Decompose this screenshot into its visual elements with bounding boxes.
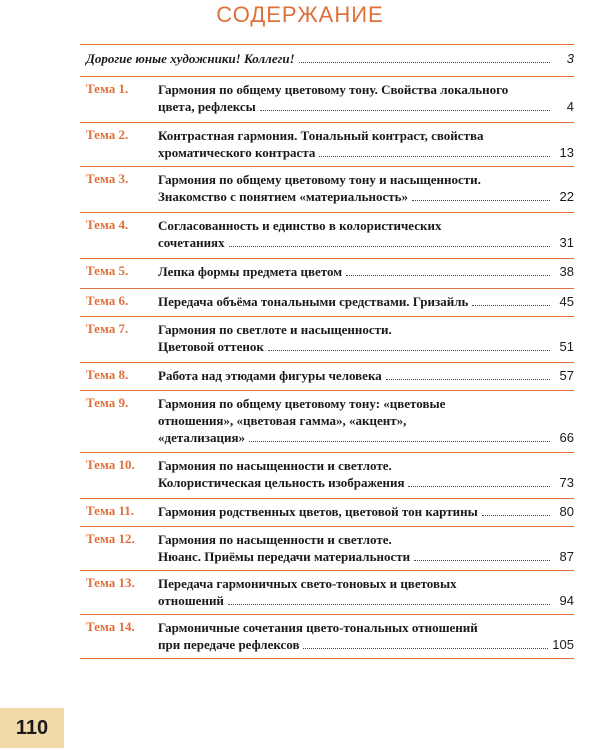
toc-page-number: 57	[559, 368, 574, 383]
toc-row	[80, 213, 574, 259]
toc-topic-label: Тема 12.	[86, 531, 135, 546]
toc-title-line: Гармония по насыщенности и светлоте.	[158, 532, 392, 547]
toc-topic-label: Тема 3.	[86, 171, 129, 186]
toc-row	[80, 289, 574, 317]
toc-row	[80, 391, 574, 453]
toc-page-number: 45	[559, 294, 574, 309]
toc-row	[80, 571, 574, 615]
toc-title-line: Колористическая цельность изображения	[158, 475, 405, 490]
toc-title-line: Цветовой оттенок	[158, 339, 264, 354]
leader-dots	[260, 109, 550, 111]
toc-row	[80, 123, 574, 167]
toc-row	[80, 317, 574, 363]
toc-title-line: Передача гармоничных свето-тоновых и цветовых	[158, 576, 457, 591]
toc-title-line: отношений	[158, 593, 224, 608]
toc-title-line: цвета, рефлексы	[158, 99, 256, 114]
toc-intro-page: 3	[566, 51, 574, 66]
toc-title-line: сочетаниях	[158, 235, 225, 250]
toc-page-number: 80	[559, 504, 574, 519]
toc-title-line: Контрастная гармония. Тональный контраст, свойства	[158, 128, 484, 143]
toc-topic-label: Тема 4.	[86, 217, 129, 232]
page-title: СОДЕРЖАНИЕ	[216, 2, 384, 27]
toc-title-line: Гармония по общему цветовому тону. Свойства локального	[158, 82, 509, 97]
leader-dots	[249, 440, 550, 442]
toc-topic-label: Тема 11.	[86, 503, 134, 518]
toc-row	[80, 77, 574, 123]
leader-dots	[299, 61, 550, 63]
leader-dots	[472, 304, 550, 306]
leader-dots	[414, 559, 550, 561]
toc-topic-label: Тема 7.	[86, 321, 129, 336]
toc-topic-label: Тема 1.	[86, 81, 129, 96]
leader-dots	[319, 155, 550, 157]
toc-page-number: 13	[559, 145, 574, 160]
toc-page-number: 51	[559, 339, 574, 354]
toc-page-number: 22	[559, 189, 574, 204]
toc-title-line: Согласованность и единство в колористических	[158, 218, 442, 233]
table-of-contents	[80, 44, 574, 659]
leader-dots	[408, 485, 550, 487]
toc-topic-label: Тема 8.	[86, 367, 129, 382]
toc-topic-label: Тема 10.	[86, 457, 135, 472]
toc-row	[80, 259, 574, 289]
toc-title-line: при передаче рефлексов	[158, 637, 300, 652]
toc-row	[80, 527, 574, 571]
toc-topic-label: Тема 5.	[86, 263, 129, 278]
toc-title-line: Гармония по общему цветовому тону и насыщенности.	[158, 172, 481, 187]
toc-topic-label: Тема 9.	[86, 395, 129, 410]
toc-page-number: 4	[566, 99, 574, 114]
toc-title-line: Работа над этюдами фигуры человека	[158, 368, 382, 383]
toc-topic-label: Тема 2.	[86, 127, 129, 142]
leader-dots	[229, 245, 550, 247]
toc-page-number: 66	[559, 430, 574, 445]
toc-title-line: отношения», «цветовая гамма», «акцент»,	[158, 413, 407, 428]
toc-title-line: Гармония родственных цветов, цветовой тон картины	[158, 504, 478, 519]
toc-title-line: «детализация»	[158, 430, 246, 445]
toc-topic-label: Тема 13.	[86, 575, 135, 590]
toc-title-line: Гармоничные сочетания цвето-тональных отношений	[158, 620, 478, 635]
toc-page-number: 105	[552, 637, 574, 652]
toc-title-line: Гармония по общему цветовому тону: «цветовые	[158, 396, 446, 411]
toc-intro-text: Дорогие юные художники! Коллеги!	[86, 51, 295, 66]
leader-dots	[228, 603, 550, 605]
toc-intro-row	[80, 45, 574, 77]
leader-dots	[482, 514, 550, 516]
page-number: 110	[0, 708, 64, 748]
toc-title-line: Гармония по светлоте и насыщенности.	[158, 322, 392, 337]
leader-dots	[412, 199, 550, 201]
toc-title-line: Передача объёма тональными средствами. Гризайль	[158, 294, 469, 309]
toc-title-line: Гармония по насыщенности и светлоте.	[158, 458, 392, 473]
leader-dots	[303, 647, 548, 649]
toc-title-line: Лепка формы предмета цветом	[158, 264, 343, 279]
toc-page-number: 94	[559, 593, 574, 608]
toc-page-number: 31	[559, 235, 574, 250]
leader-dots	[386, 378, 550, 380]
toc-row	[80, 363, 574, 391]
toc-entries	[80, 77, 574, 659]
toc-row	[80, 499, 574, 527]
toc-row	[80, 167, 574, 213]
toc-topic-label: Тема 6.	[86, 293, 129, 308]
toc-page-number: 73	[559, 475, 574, 490]
toc-title-line: хроматического контраста	[158, 145, 316, 160]
toc-page-number: 87	[559, 549, 574, 564]
toc-topic-label: Тема 14.	[86, 619, 135, 634]
toc-title-line: Знакомство с понятием «материальность»	[158, 189, 409, 204]
toc-row	[80, 453, 574, 499]
toc-title-line: Нюанс. Приёмы передачи материальности	[158, 549, 411, 564]
toc-page-number: 38	[559, 264, 574, 279]
leader-dots	[268, 349, 550, 351]
toc-row	[80, 615, 574, 659]
leader-dots	[346, 274, 550, 276]
